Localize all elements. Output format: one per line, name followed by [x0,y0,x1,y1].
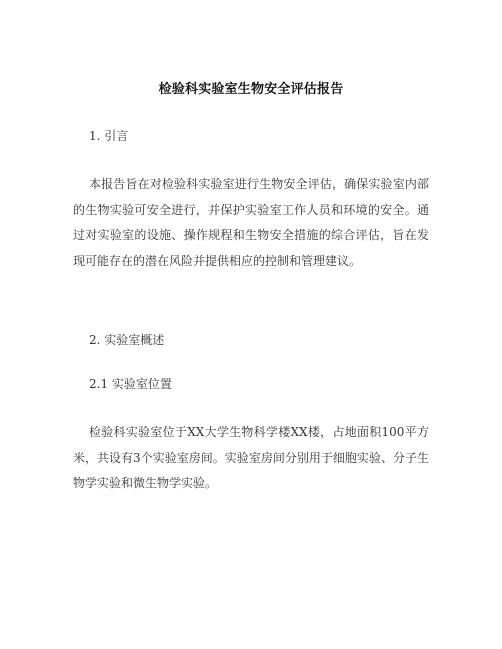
lab-location-paragraph: 检验科实验室位于XX大学生物科学楼XX楼，占地面积100平方米，共设有3个实验室房间。实验室房间分别用于细胞实验、分子生物学实验和微生物学实验。 [73,425,429,490]
section-heading-introduction: 1. 引言 [89,129,129,143]
document-title: 检验科实验室生物安全评估报告 [158,82,344,97]
section-heading-lab-location: 2.1 实验室位置 [89,377,172,391]
section-heading-lab-overview: 2. 实验室概述 [89,333,165,347]
introduction-paragraph: 本报告旨在对检验科实验室进行生物安全评估，确保实验室内部的生物实验可安全进行，并保护实验室工作人员和环境的安全。通过对实验室的设施、操作规程和生物安全措施的综合评估，旨在发现可能存在的潜在风险并提供相应的控制和管理建议。 [73,177,429,268]
